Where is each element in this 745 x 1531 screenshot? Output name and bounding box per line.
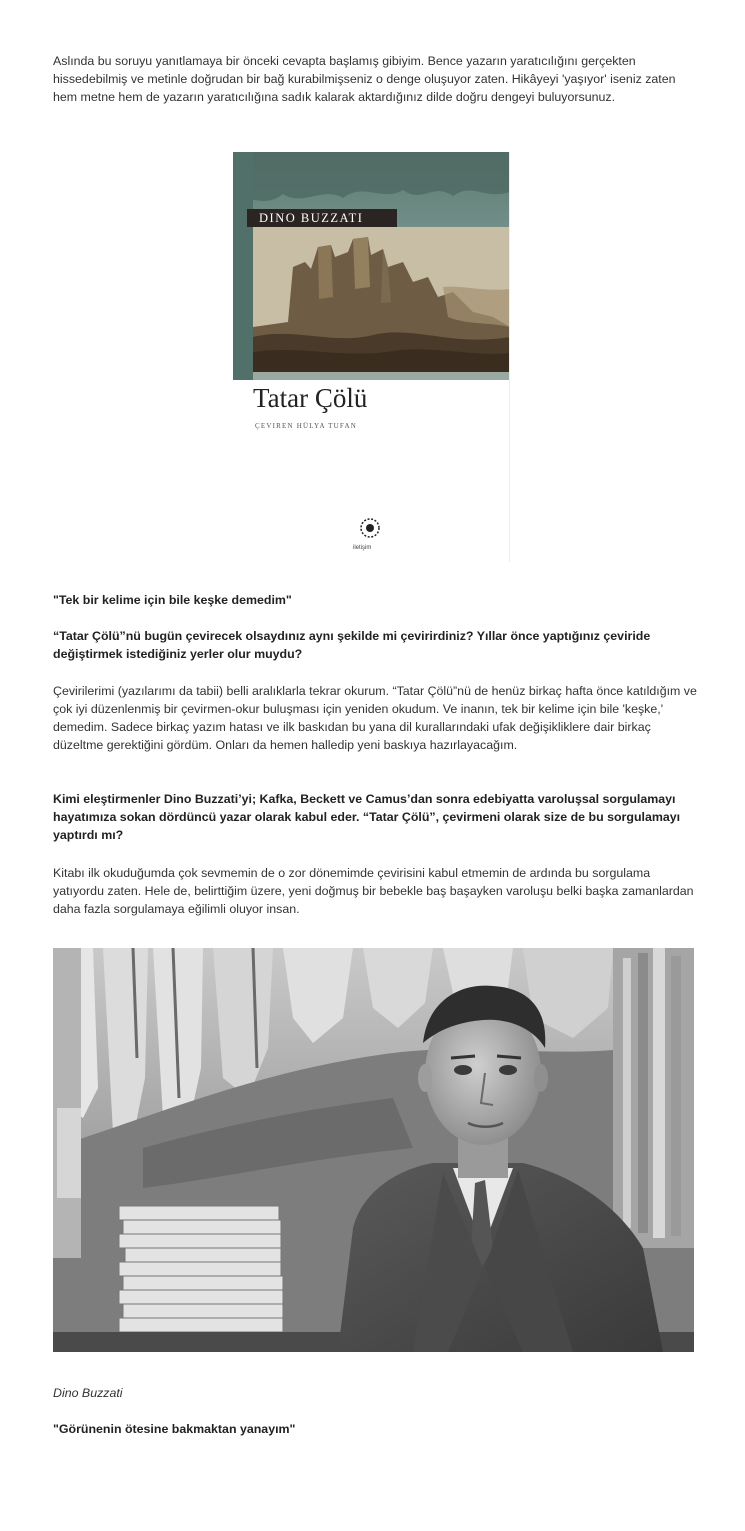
question1: “Tatar Çölü”nü bugün çevirecek olsaydınız aynı şekilde mi çevirirdiniz? Yıllar önce yaptığınız çeviride değiştirmek istediğiniz yerler olur muydu? [53, 629, 651, 661]
section2-heading-block [53, 1420, 698, 1438]
book-cover-image [233, 152, 510, 562]
cover-publisher: iletişim [353, 545, 372, 551]
section1-heading-block [53, 591, 698, 609]
cover-author: DINO BUZZATI [247, 209, 397, 227]
photo-caption: Dino Buzzati [53, 1386, 123, 1400]
cover-translator [255, 417, 357, 435]
intro-paragraph: Aslında bu soruyu yanıtlamaya bir önceki cevapta başlamış gibiyim. Bence yazarın yaratıcılığını gerçekten hissedebilmiş ve metinle doğrudan bir bağ kurabilmişseniz o denge oluşuyor zaten. Hikâyeyi 'yaşıyor' iseniz zaten hem metne hem de yazarın yaratıcılığına sadık kalarak aktardığınız dilde doğru dengeyi buluyorsunuz. [53, 54, 676, 104]
cover-translator-label: ÇEVIREN [255, 422, 294, 430]
photo-caption-block [53, 1384, 698, 1402]
section1-heading: "Tek bir kelime için bile keşke demedim" [53, 593, 292, 607]
answer1: Çevirilerimi (yazılarımı da tabii) belli aralıklarla tekrar okurum. “Tatar Çölü”nü de henüz birkaç hafta önce katıldığım ve çok iyi düzenlenmiş bir çevirmen-okur buluşması için yeniden okudum. Ve inanın, tek bir kelime için bile 'keşke,' demedim. Sadece birkaç yazım hatası ve ilk baskıdan bu yana dil kurallarındaki ufak değişikliklere dair birkaç düzeltme gerektiğini gördüm. Onları da hemen halledip yeni baskıya hazırlayacağım. [53, 684, 697, 752]
cover-title: Tatar Çölü [253, 383, 368, 413]
answer1-block [53, 682, 698, 754]
cover-painting [253, 227, 510, 372]
question2-block [53, 790, 698, 844]
answer2-block [53, 864, 698, 918]
answer2: Kitabı ilk okuduğumda çok sevmemin de o zor dönemimde çevirisini kabul etmemin de ardında bu sorgulama yatıyordu zaten. Hele de, belirttiğim üzere, yeni doğmuş bir bebekle baş başayken varoluşu belki başka zamanlardan daha fazla sorgulamaya eğilimli oluyor insan. [53, 866, 694, 916]
publisher-logo-icon [359, 517, 381, 547]
intro-block [53, 52, 698, 106]
question1-block [53, 627, 698, 663]
question2: Kimi eleştirmenler Dino Buzzati’yi; Kafka, Beckett ve Camus’dan sonra edebiyatta varoluşsal sorgulamayı hayatımıza sokan dördüncü yazar olarak kabul eder. “Tatar Çölü”, çevirmeni olarak size de bu sorgulamayı yaptırdı mı? [53, 792, 681, 842]
cover-translator-name: HÜLYA TUFAN [296, 422, 357, 430]
section2-heading: "Görünenin ötesine bakmaktan yanayım" [53, 1422, 296, 1436]
dino-buzzati-photo [53, 948, 694, 1352]
